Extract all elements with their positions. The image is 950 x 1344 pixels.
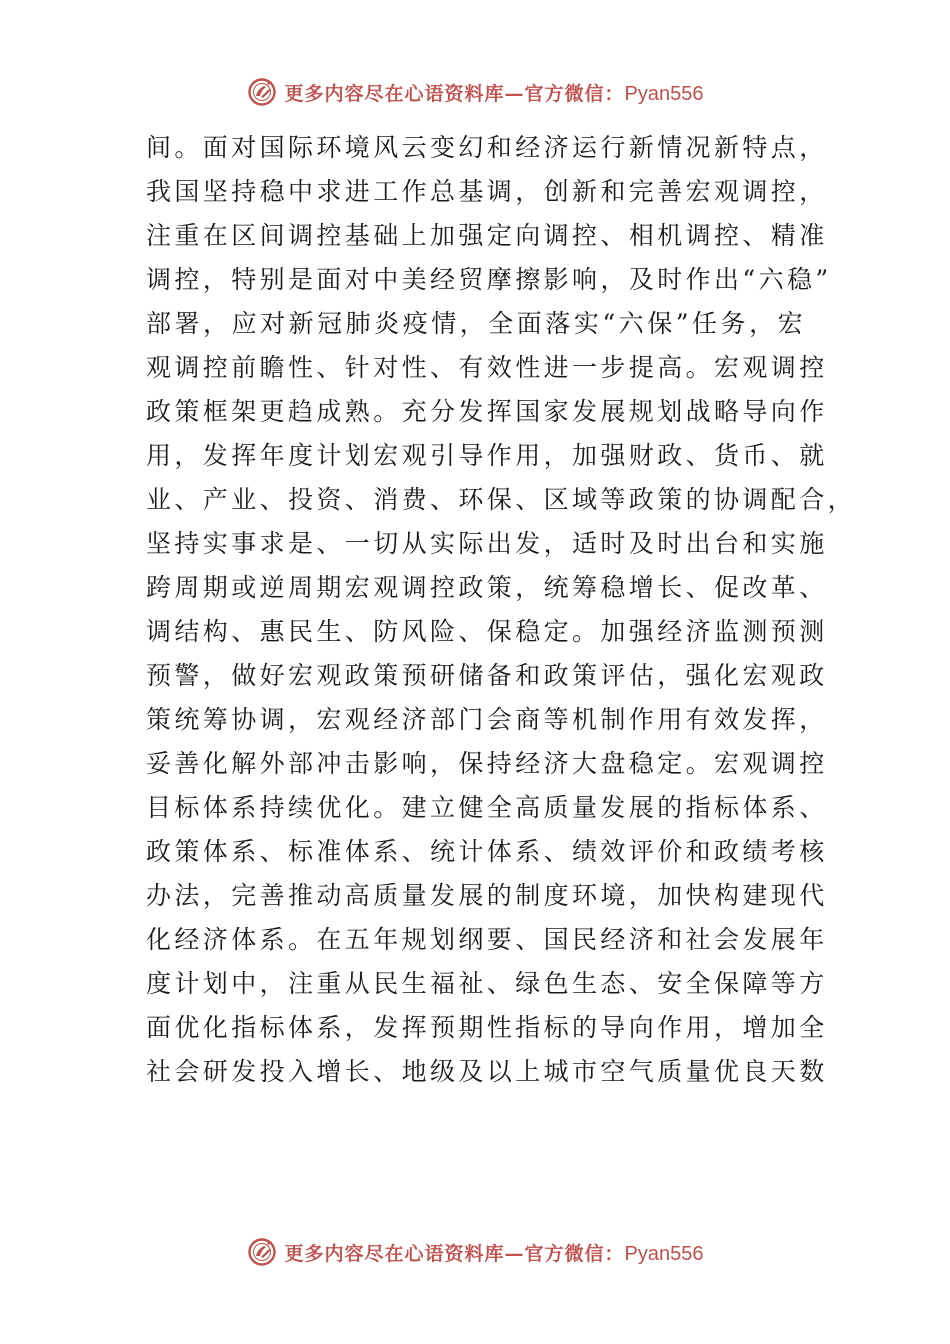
text-line: 化经济体系。在五年规划纲要、国民经济和社会发展年 [146, 925, 828, 954]
text-line: 度计划中，注重从民生福祉、绿色生态、安全保障等方 [146, 969, 828, 998]
text-line: 调控，特别是面对中美经贸摩擦影响，及时作出“六稳” [146, 265, 832, 294]
text-line: 我国坚持稳中求进工作总基调，创新和完善宏观调控， [146, 177, 828, 206]
text-line: 跨周期或逆周期宏观调控政策，统筹稳增长、促改革、 [146, 573, 828, 602]
watermark-text [285, 1239, 704, 1266]
watermark-wechat-id: Pyan556 [624, 82, 704, 105]
text-line: 业、产业、投资、消费、环保、区域等政策的协调配合， [146, 485, 857, 514]
text-line: 政策体系、标准体系、统计体系、绩效评价和政绩考核 [146, 837, 828, 866]
text-line: 观调控前瞻性、针对性、有效性进一步提高。宏观调控 [146, 353, 828, 382]
text-line: 策统筹协调，宏观经济部门会商等机制作用有效发挥， [146, 705, 828, 734]
text-line: 部署，应对新冠肺炎疫情，全面落实“六保”任务，宏 [146, 309, 806, 338]
watermark-text [285, 79, 704, 106]
watermark-main-text: 更多内容尽在心语资料库—官方微信： [284, 1242, 625, 1265]
text-line: 政策框架更趋成熟。充分发挥国家发展规划战略导向作 [146, 397, 828, 426]
watermark-header [0, 72, 950, 112]
text-line: 面优化指标体系，发挥预期性指标的导向作用，增加全 [146, 1013, 828, 1042]
watermark-wechat-id: Pyan556 [624, 1242, 704, 1265]
text-line: 办法，完善推动高质量发展的制度环境，加快构建现代 [146, 881, 828, 910]
hand-circle-logo-icon [247, 77, 277, 107]
text-line: 预警，做好宏观政策预研储备和政策评估，强化宏观政 [146, 661, 828, 690]
text-line: 目标体系持续优化。建立健全高质量发展的指标体系、 [146, 793, 828, 822]
watermark-main-text: 更多内容尽在心语资料库—官方微信： [284, 82, 625, 105]
watermark-footer [0, 1232, 950, 1272]
text-line: 坚持实事求是、一切从实际出发，适时及时出台和实施 [146, 529, 828, 558]
text-line: 调结构、惠民生、防风险、保稳定。加强经济监测预测 [146, 617, 828, 646]
text-line: 社会研发投入增长、地级及以上城市空气质量优良天数 [146, 1057, 828, 1086]
text-line: 妥善化解外部冲击影响，保持经济大盘稳定。宏观调控 [146, 749, 828, 778]
document-body [146, 126, 857, 1094]
hand-circle-logo-icon [247, 1237, 277, 1267]
text-line: 间。面对国际环境风云变幻和经济运行新情况新特点， [146, 133, 828, 162]
text-line: 注重在区间调控基础上加强定向调控、相机调控、精准 [146, 221, 828, 250]
text-line: 用，发挥年度计划宏观引导作用，加强财政、货币、就 [146, 441, 828, 470]
